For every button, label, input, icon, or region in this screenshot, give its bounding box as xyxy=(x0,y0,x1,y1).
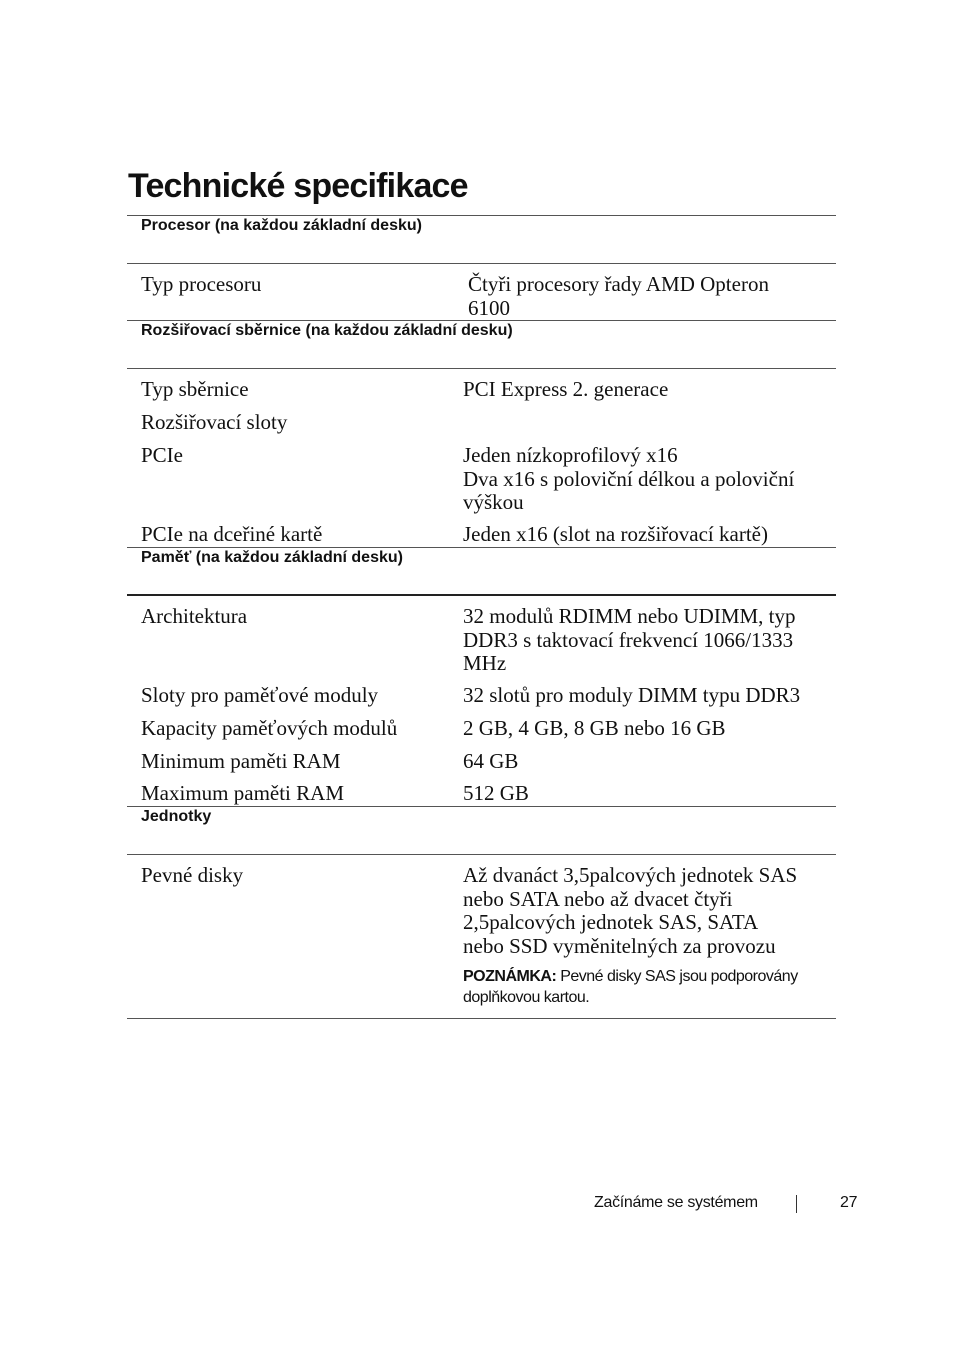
spec-value-processor-type: Čtyři procesory řady AMD Opteron 6100 xyxy=(468,272,769,320)
spec-label-bus-type: Typ sběrnice xyxy=(141,377,249,401)
spec-value-pcie-riser: Jeden x16 (slot na rozšiřovací kartě) xyxy=(463,522,768,546)
footer-separator xyxy=(796,1195,797,1213)
table-bottom-rule xyxy=(127,1018,836,1019)
note-text: Pevné disky SAS jsou podporovány doplňkovou kartou. xyxy=(463,968,798,1006)
spec-value-min-ram: 64 GB xyxy=(463,749,519,773)
note-label: POZNÁMKA: xyxy=(463,968,557,985)
spec-value-bus-type: PCI Express 2. generace xyxy=(463,377,669,401)
spec-label-expansion-slots: Rozšiřovací sloty xyxy=(141,410,288,434)
spec-value-module-capacities: 2 GB, 4 GB, 8 GB nebo 16 GB xyxy=(463,716,726,740)
spec-label-memory-slots: Sloty pro paměťové moduly xyxy=(141,683,379,707)
spec-value-memory-slots: 32 slotů pro moduly DIMM typu DDR3 xyxy=(463,683,801,707)
section-heading-processor: Procesor (na každou základní desku) xyxy=(141,217,422,234)
spec-value-pcie: Jeden nízkoprofilový x16 Dva x16 s poloviční délkou a poloviční výškou xyxy=(463,443,795,514)
section-heading-drives: Jednotky xyxy=(141,808,212,825)
footer-chapter-title: Začínáme se systémem xyxy=(594,1194,758,1211)
section-heading-expansion-bus: Rozšiřovací sběrnice (na každou základní desku) xyxy=(141,322,513,339)
spec-value-hard-drives: Až dvanáct 3,5palcových jednotek SAS nebo SATA nebo až dvacet čtyři 2,5palcových jednotek SAS, SATA nebo SSD vyměnitelných za provozu xyxy=(463,863,798,958)
spec-label-processor-type: Typ procesoru xyxy=(141,272,262,296)
spec-label-module-capacities: Kapacity paměťových modulů xyxy=(141,716,398,740)
footer-page-number: 27 xyxy=(840,1194,858,1211)
spec-label-pcie: PCIe xyxy=(141,443,183,467)
page-title: Technické specifikace xyxy=(128,167,468,205)
section-header-rule xyxy=(127,594,836,596)
spec-label-architecture: Architektura xyxy=(141,604,248,628)
spec-label-min-ram: Minimum paměti RAM xyxy=(141,749,341,773)
section-header-rule xyxy=(127,368,836,369)
spec-label-hard-drives: Pevné disky xyxy=(141,863,244,887)
note xyxy=(463,966,835,1008)
spec-label-max-ram: Maximum paměti RAM xyxy=(141,781,344,805)
spec-label-pcie-riser: PCIe na dceřiné kartě xyxy=(141,522,323,546)
section-header-rule xyxy=(127,263,836,264)
section-heading-memory: Paměť (na každou základní desku) xyxy=(141,549,403,566)
spec-value-max-ram: 512 GB xyxy=(463,781,529,805)
spec-value-architecture: 32 modulů RDIMM nebo UDIMM, typ DDR3 s taktovací frekvencí 1066/1333 MHz xyxy=(463,604,796,675)
section-header-rule xyxy=(127,854,836,855)
section-top-rule xyxy=(127,806,836,807)
